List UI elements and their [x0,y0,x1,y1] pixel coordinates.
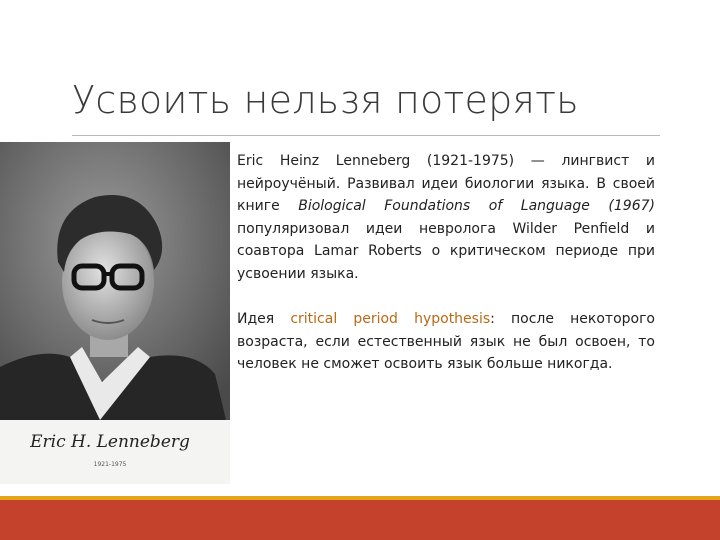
paragraph-text: популяризовал идеи невролога Wilder Penfield и соавтора Lamar Roberts о критическом периоде при усвоении языка. [237,220,655,282]
paragraph-hypothesis [237,308,655,376]
paragraph-text: (1921-1975) — лингвист и нейроучёный. Развивал идеи биологии языка. В своей книге [237,153,656,214]
footer-bar [0,500,720,540]
highlighted-term: critical period hypothesis [290,311,491,327]
lifespan-text: 1921-1975 [93,461,127,468]
portrait-photo [0,142,230,484]
paragraph-text: : после некоторого возраста, если естественный язык не был освоен, то человек не сможет освоить язык больше никогда. [237,311,656,372]
signature-text: Eric H. Lenneberg [30,432,190,452]
title-divider [72,135,660,136]
paragraph-lenneberg [237,150,655,285]
body-text [237,150,655,376]
person-name: Eric Heinz Lenneberg [237,153,411,169]
slide-title: Усвоить нельзя потерять [72,78,579,122]
book-title: Biological Foundations of Language (1967) [298,198,655,214]
paragraph-text: Идея [237,311,291,327]
